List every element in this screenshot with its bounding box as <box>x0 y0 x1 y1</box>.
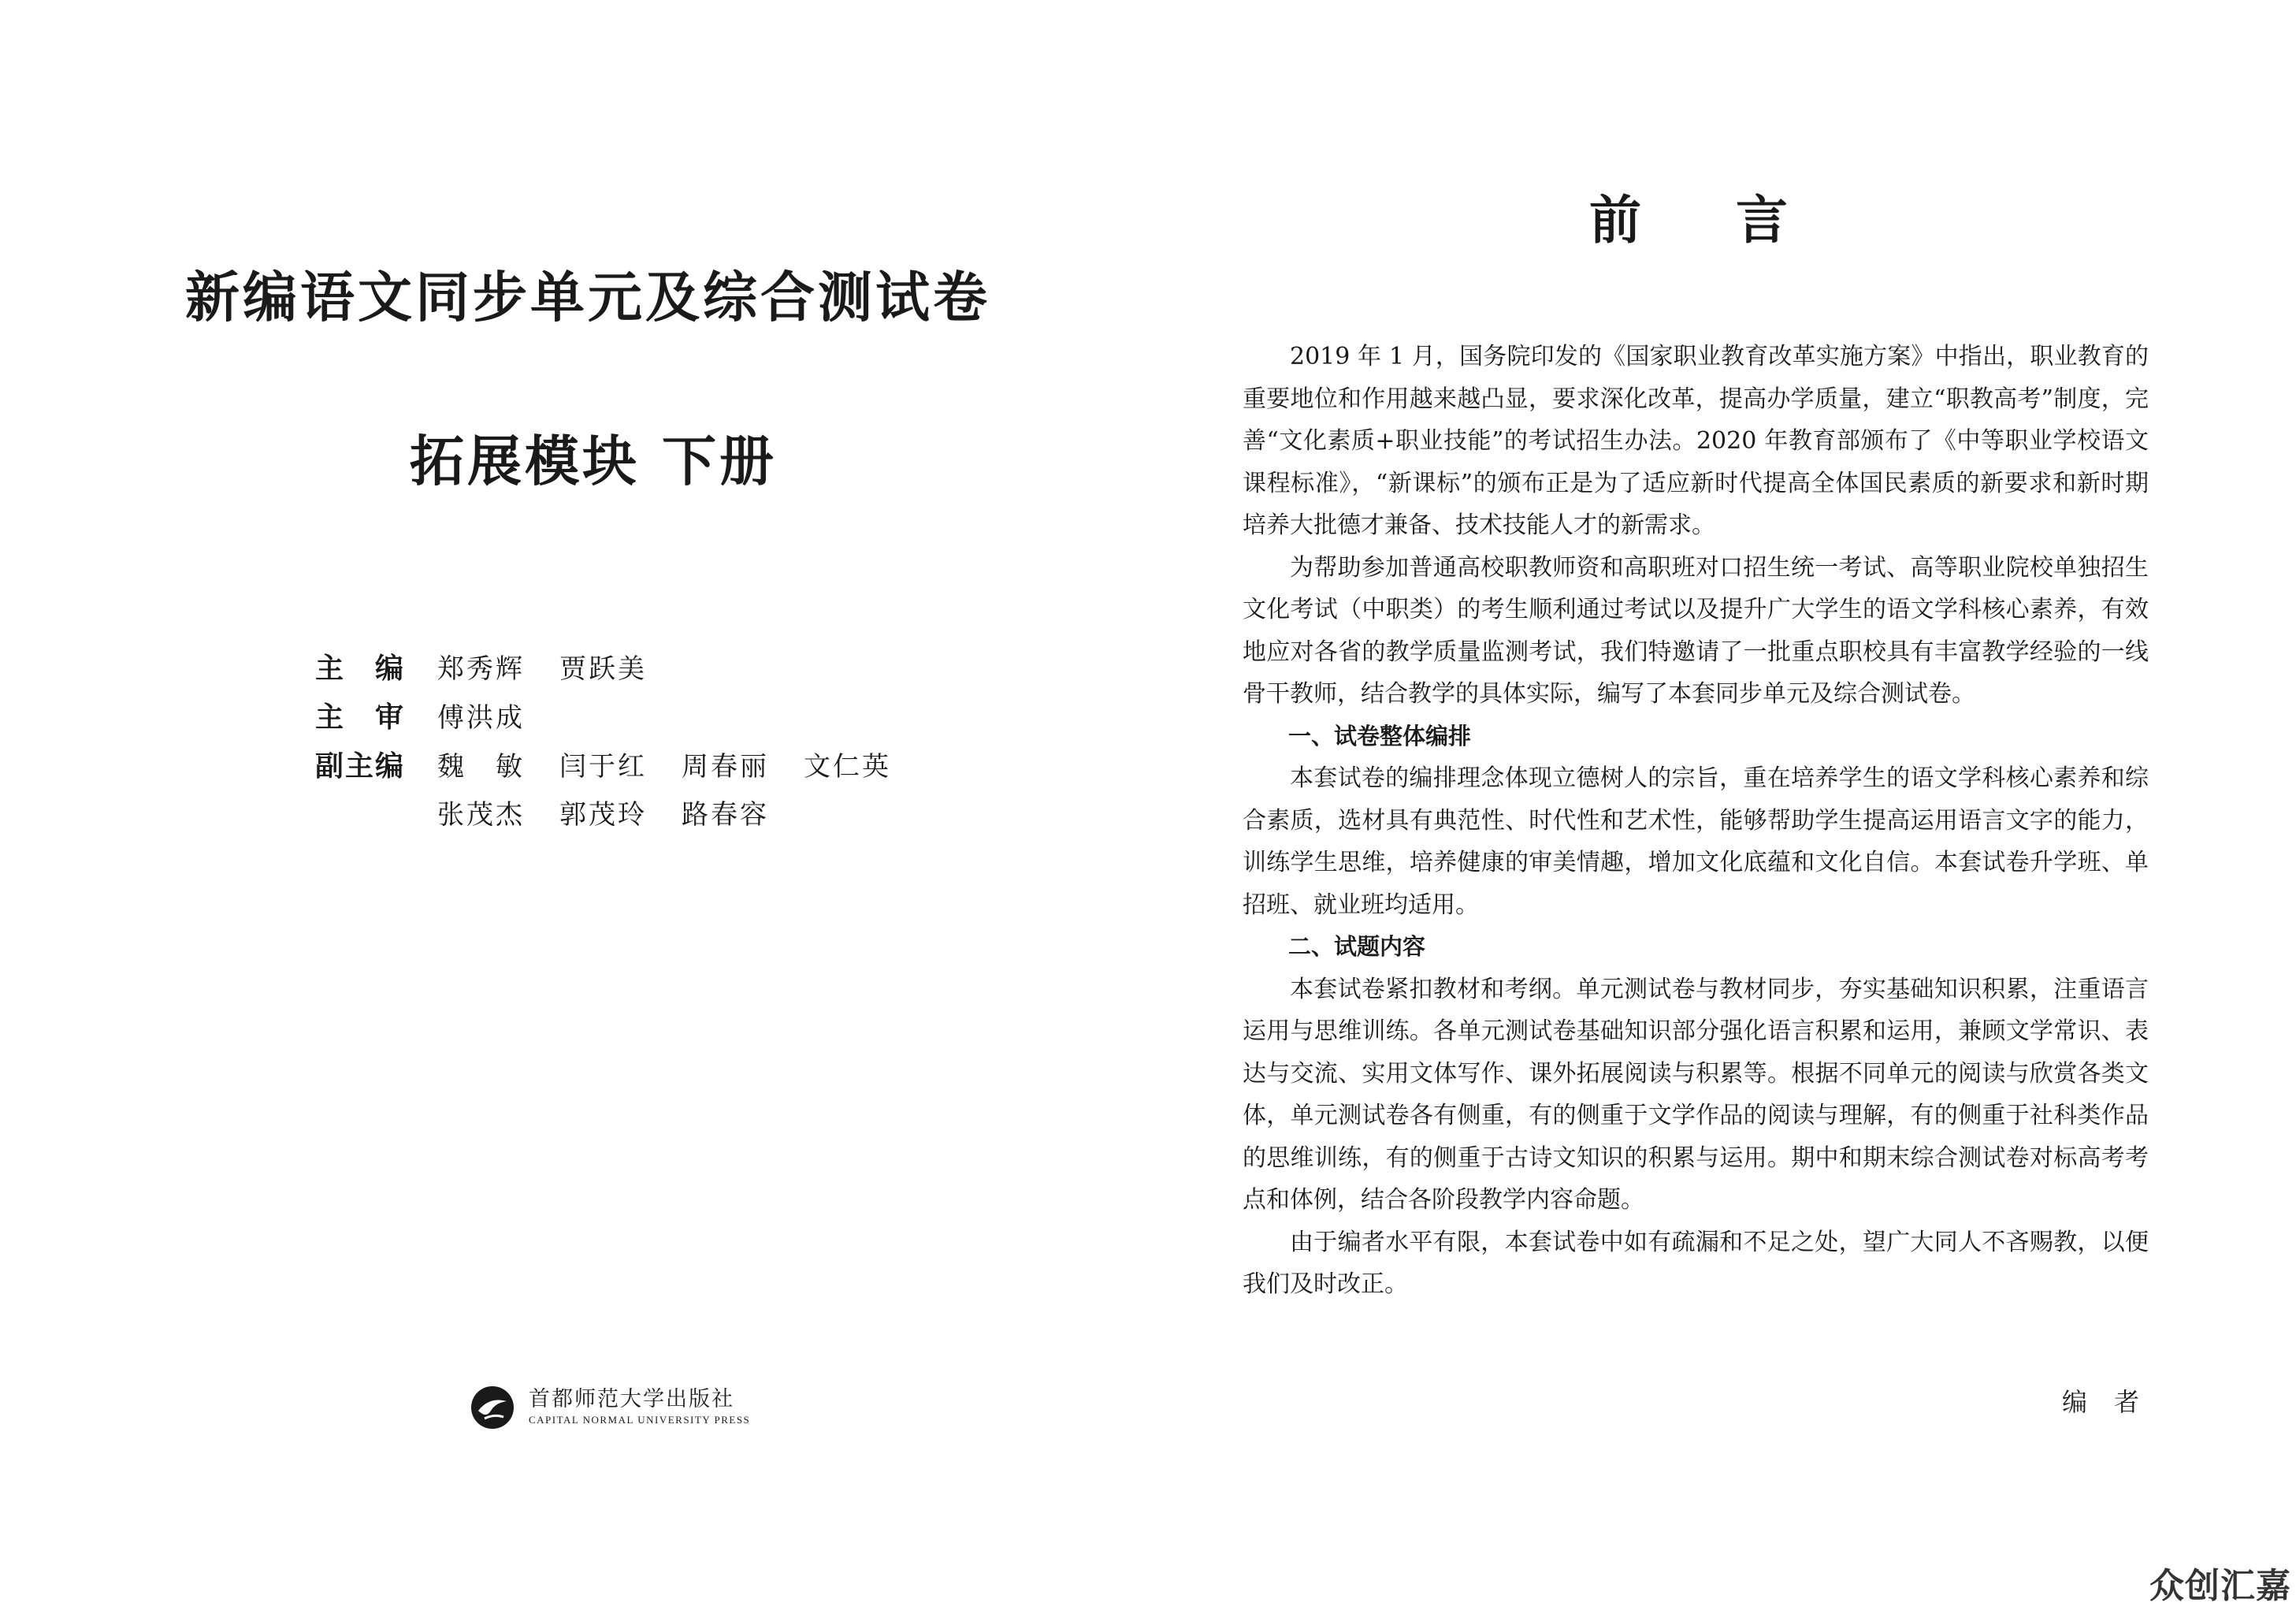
book-subtitle: 拓展模块 下册 <box>410 430 778 493</box>
preface-paragraph: 本套试卷的编排理念体现立德树人的宗旨，重在培养学生的语文学科核心素养和综合素质，选材具有典范性、时代性和艺术性，能够帮助学生提高运用语言文字的能力，训练学生思维，培养健康的审美情趣，增加文化底蕴和文化自信。本套试卷升学班、单招班、就业班均适用。 <box>1243 764 2149 919</box>
book-title: 新编语文同步单元及综合测试卷 <box>185 266 990 329</box>
credit-names <box>437 793 804 831</box>
credit-name: 傅洪成 <box>437 702 525 734</box>
credit-name: 周春丽 <box>682 751 769 783</box>
credit-row <box>315 646 926 695</box>
credit-row <box>315 793 926 842</box>
right-page <box>1148 0 2296 1614</box>
publisher-name-cn: 首都师范大学出版社 <box>529 1387 734 1411</box>
credit-role: 副主编 <box>315 750 406 783</box>
section-heading: 二、试题内容 <box>1288 933 1426 960</box>
preface-signature: 编者 <box>2062 1387 2167 1417</box>
publisher-name-en: CAPITAL NORMAL UNIVERSITY PRESS <box>529 1414 751 1426</box>
preface-heading: 前言 <box>1589 190 1882 251</box>
credit-name: 文仁英 <box>804 751 891 783</box>
preface-paragraph: 为帮助参加普通高校职教师资和高职班对口招生统一考试、高等职业院校单独招生文化考试（中职类）的考生顺利通过考试以及提升广大学生的语文学科核心素养，有效地应对各省的教学质量监测考试，我们特邀请了一批重点职校具有丰富教学经验的一线骨干教师，结合教学的具体实际，编写了本套同步单元及综合测试卷。 <box>1243 553 2149 708</box>
credit-names <box>437 696 559 734</box>
section-heading: 一、试卷整体编排 <box>1288 722 1472 749</box>
preface-paragraph: 由于编者水平有限，本套试卷中如有疏漏和不足之处，望广大同人不吝赐教，以便我们及时改正。 <box>1243 1228 2149 1298</box>
credit-name: 闫于红 <box>559 751 647 783</box>
credit-row <box>315 695 926 744</box>
credit-role: 主 审 <box>315 701 406 734</box>
publisher-logo-icon <box>469 1384 516 1431</box>
credit-names <box>437 745 926 783</box>
publisher-block <box>469 1384 750 1431</box>
credit-name: 郭茂玲 <box>559 799 647 831</box>
credit-name: 魏 敏 <box>437 751 525 783</box>
credit-names <box>437 647 682 686</box>
credit-row <box>315 744 926 793</box>
preface-paragraph: 本套试卷紧扣教材和考纲。单元测试卷与教材同步，夯实基础知识积累，注重语言运用与思维训练。各单元测试卷基础知识部分强化语言积累和运用，兼顾文学常识、表达与交流、实用文体写作、课外拓展阅读与积累等。根据不同单元的阅读与欣赏各类文体，单元测试卷各有侧重，有的侧重于文学作品的阅读与理解，有的侧重于社科类作品的思维训练，有的侧重于古诗文知识的积累与运用。期中和期末综合测试卷对标高考考点和体例，结合各阶段教学内容命题。 <box>1243 975 2149 1214</box>
credit-role: 主 编 <box>315 653 406 685</box>
credit-name: 贾跃美 <box>559 653 647 685</box>
credit-name: 路春容 <box>682 799 769 831</box>
credit-name: 张茂杰 <box>437 799 525 831</box>
credits-list <box>315 646 926 842</box>
watermark: 众创汇嘉 <box>2149 1566 2291 1606</box>
preface-body <box>1243 336 2149 1306</box>
preface-paragraph: 2019 年 1 月，国务院印发的《国家职业教育改革实施方案》中指出，职业教育的重要地位和作用越来越凸显，要求深化改革，提高办学质量，建立“职教高考”制度，完善“文化素质+职业技能”的考试招生办法。2020 年教育部颁布了《中等职业学校语文课程标准》，“新课标”的颁布正是为了适应新时代提高全体国民素质的新要求和新时期培养大批德才兼备、技术技能人才的新需求。 <box>1243 343 2149 539</box>
credit-name: 郑秀辉 <box>437 653 525 685</box>
